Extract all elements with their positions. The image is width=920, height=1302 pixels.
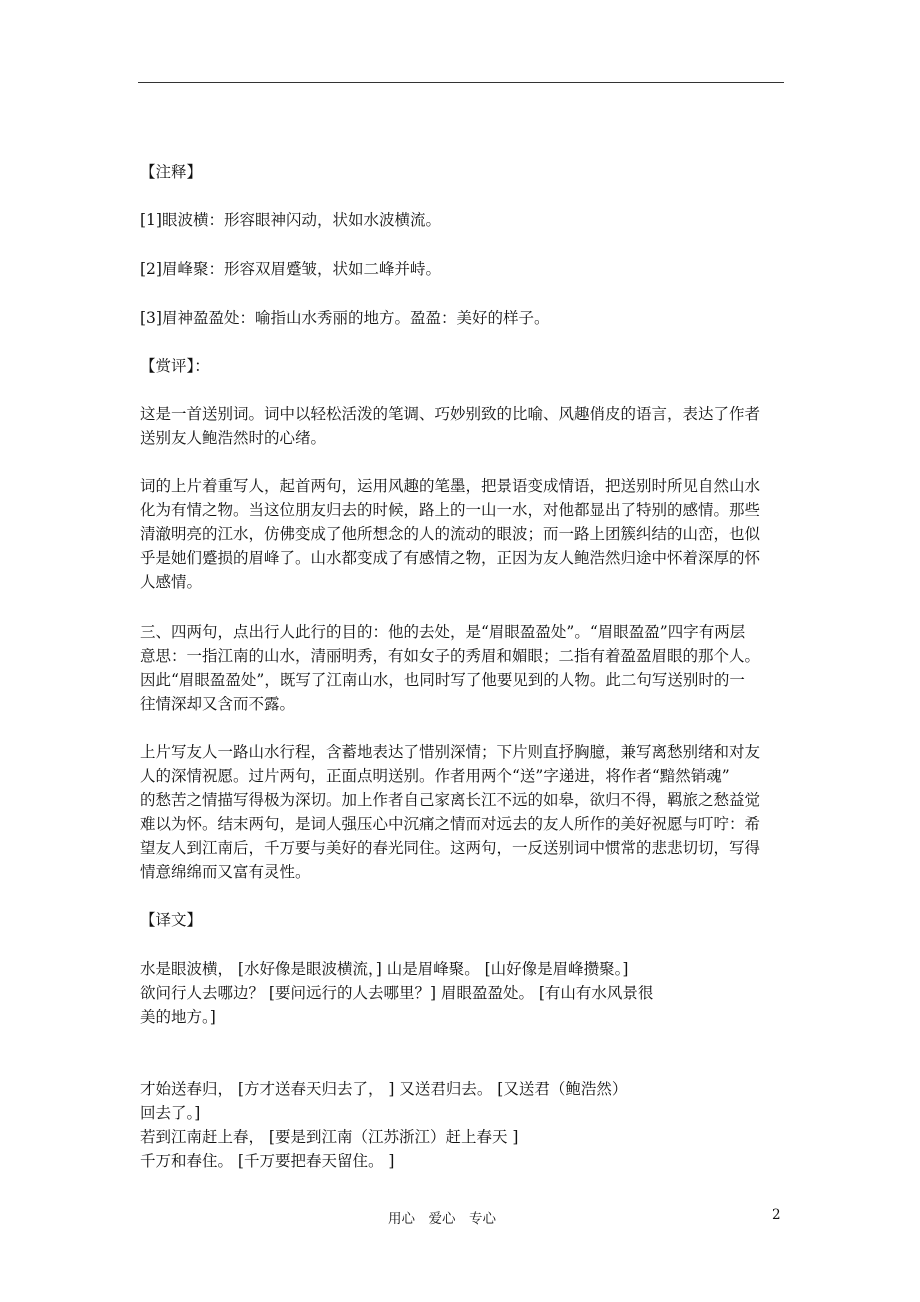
page-number: 2 [772,1207,781,1223]
text-line: 难以为怀。结末两句，是词人强压心中沉痛之情而对远去的友人所作的美好祝愿与叮咛：希 [140,815,761,833]
appreciation-paragraph-1 [140,402,782,450]
note-1: [1]眼波横：形容眼神闪动，状如水波横流。 [140,211,441,229]
translation-block-2 [140,1077,782,1173]
text-line: 人的深情祝愿。过片两句，正面点明送别。作者用两个“送”字递进，将作者“黯然销魂” [140,767,730,785]
notes-heading: 【注释】 [140,163,203,181]
translation-line: 欲问行人去哪边？ [要问远行的人去哪里？] 眉眼盈盈处。 [有山有水风景很 [140,984,654,1002]
translation-line: 回去了。] [140,1104,201,1122]
appreciation-heading: 【赏评】： [140,357,210,375]
translation-heading: 【译文】 [140,911,203,929]
text-line: 意思：一指江南的山水，清丽明秀，有如女子的秀眉和媚眼；二指有着盈盈眉眼的那个人。 [140,647,761,665]
appreciation-paragraph-3 [140,620,782,716]
translation-line: 才始送春归， [方才送春天归去了， ] 又送君归去。 [又送君（鲍浩然） [140,1080,628,1098]
text-line: 往情深却又含而不露。 [140,695,296,713]
translation-block-1 [140,957,782,1029]
text-line: 词的上片着重写人，起首两句，运用风趣的笔墨，把景语变成情语，把送别时所见自然山水 [140,477,761,495]
text-line: 人感情。 [140,573,203,591]
note-2: [2]眉峰聚：形容双眉蹙皱，状如二峰并峙。 [140,260,441,278]
text-line: 送别友人鲍浩然时的心绪。 [140,429,327,447]
text-line: 三、四两句，点出行人此行的目的：他的去处，是“眉眼盈盈处”。“眉眼盈盈”四字有两层 [140,623,746,641]
footer-motto: 用心 爱心 专心 [388,1211,496,1227]
text-line: 情意绵绵而又富有灵性。 [140,863,311,881]
translation-line: 美的地方。] [140,1008,216,1026]
text-line: 乎是她们蹙损的眉峰了。山水都变成了有感情之物，正因为友人鲍浩然归途中怀着深厚的怀 [140,549,761,567]
text-line: 的愁苦之情描写得极为深切。加上作者自己家离长江不远的如皋，欲归不得，羁旅之愁益觉 [140,791,761,809]
text-line: 化为有情之物。当这位朋友归去的时候，路上的一山一水，对他都显出了特别的感情。那些 [140,501,761,519]
text-line: 这是一首送别词。词中以轻松活泼的笔调、巧妙别致的比喻、风趣俏皮的语言，表达了作者 [140,405,761,423]
appreciation-paragraph-2 [140,474,782,594]
text-line: 望友人到江南后，千万要与美好的春光同住。这两句，一反送别词中惯常的悲悲切切，写得 [140,839,761,857]
translation-line: 若到江南赶上春， [要是到江南（江苏浙江）赶上春天 ] [140,1128,519,1146]
header-rule [138,82,784,83]
text-line: 上片写友人一路山水行程，含蓄地表达了惜别深情；下片则直抒胸臆，兼写离愁别绪和对友 [140,743,761,761]
translation-line: 千万和春住。 [千万要把春天留住。 ] [140,1152,395,1170]
translation-line: 水是眼波横， [水好像是眼波横流，] 山是眉峰聚。 [山好像是眉峰攒聚。] [140,960,629,978]
text-line: 清澈明亮的江水，仿佛变成了他所想念的人的流动的眼波；而一路上团簇纠结的山峦，也似 [140,525,761,543]
note-3: [3]眉神盈盈处：喻指山水秀丽的地方。盈盈：美好的样子。 [140,309,550,327]
text-line: 因此“眉眼盈盈处”，既写了江南山水，也同时写了他要见到的人物。此二句写送别时的一 [140,671,745,689]
appreciation-paragraph-4 [140,740,782,884]
